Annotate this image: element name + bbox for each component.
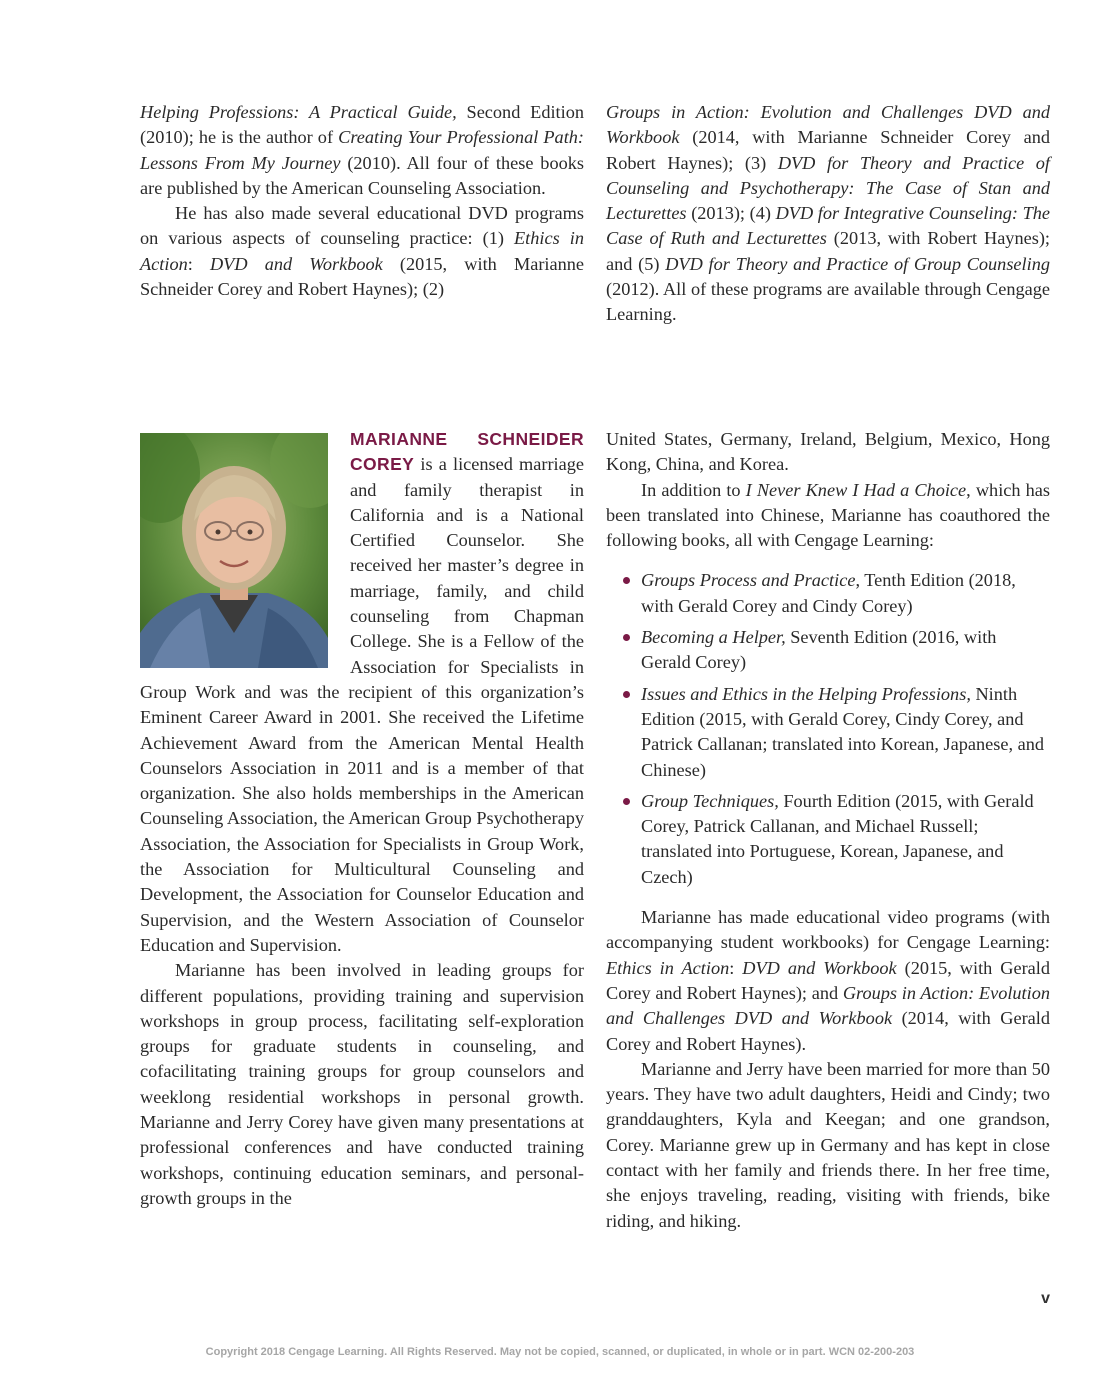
text-run: :	[187, 253, 210, 274]
italic-text: DVD for Theory and Practice of Counseling and Psychotherapy: The Case of Stan and Lecturettes	[606, 152, 1050, 224]
text-run: (2015, with Marianne Schneider Corey and Robert Haynes); (2)	[140, 253, 584, 300]
italic-text: Creating Your Professional Path: Lessons From My Journey	[140, 127, 585, 173]
book-list	[606, 568, 1050, 890]
text-run: Second Edition (2010); he is the author of	[140, 102, 584, 148]
author-photo	[140, 433, 328, 668]
text-run: Marianne and Jerry have been married for more than 50 years. They have two adult daughters, Heidi and Cindy; two granddaughters, Kyla and Keegan; and one grandson, Corey. Marianne grew up in Germany and has kept in close contact with her family and friends there. In her free time, she enjoys traveling, reading, visiting with friends, bike riding, and hiking.	[606, 1058, 1050, 1231]
italic-text: Ethics in Action	[140, 228, 584, 274]
paragraph	[606, 905, 1050, 1057]
paragraph	[606, 478, 1050, 554]
text-run: In addition to	[641, 479, 746, 500]
text-run: He has also made several educational DVD programs on various aspects of counseling practice: (1)	[140, 203, 584, 249]
text-run: (2015, with Gerald Corey and Robert Haynes); and	[606, 957, 1050, 1003]
book-list-item: Groups Process and Practice, Tenth Edition (2018, with Gerald Corey and Cindy Corey)	[606, 568, 1050, 619]
italic-text: DVD for Integrative Counseling: The Case of Ruth and Lecturettes	[606, 203, 1050, 249]
column-top-right	[606, 100, 1050, 328]
page-number: v	[1041, 1290, 1050, 1307]
book-list-item: Becoming a Helper, Seventh Edition (2016, with Gerald Corey)	[606, 625, 1050, 676]
book-list-item: Issues and Ethics in the Helping Professions, Ninth Edition (2015, with Gerald Corey, Cindy Corey, and Patrick Callanan; translated into Korean, Japanese, and Chinese)	[606, 682, 1050, 783]
column-top-left	[140, 100, 584, 302]
italic-text: Groups in Action: Evolution and Challenges DVD and Workbook	[606, 982, 1050, 1029]
text-run: (2013, with Robert Haynes); and (5)	[606, 228, 1050, 274]
text-run: (2013); (4)	[686, 203, 776, 224]
text-run: , which has been translated into Chinese, Marianne has coauthored the following books, all with Cengage Learning:	[606, 479, 1050, 551]
text-run: United States, Germany, Ireland, Belgium, Mexico, Hong Kong, China, and Korea.	[606, 429, 1050, 475]
paragraph: Marianne has been involved in leading groups for different populations, providing training and supervision workshops in group process, facilitating self-exploration groups for graduate students in counseling, and cofacilitating training groups for group counselors and weeklong residential workshops in personal growth. Marianne and Jerry Corey have given many presentations at professional conferences and have conducted training workshops, continuing education seminars, and personal-growth groups in the	[140, 960, 584, 1208]
italic-text: Groups in Action: Evolution and Challenges DVD and Workbook	[606, 102, 1050, 148]
italic-text: DVD for Theory and Practice of Group Counseling	[665, 253, 1050, 274]
italic-text: DVD and Workbook	[742, 957, 897, 978]
text-run: (2012). All of these programs are available through Cengage Learning.	[606, 279, 1050, 325]
paragraph	[140, 201, 584, 302]
text-run: (2010). All four of these books are published by the American Counseling Association.	[140, 152, 584, 198]
italic-text: DVD and Workbook	[209, 253, 383, 274]
column-bio-left	[140, 427, 584, 1211]
column-bio-right	[606, 427, 1050, 1234]
bio-text: is a licensed marriage and family therapist in California and is a National Certified Counselor. She received her master’s degree in marriage, family, and child counseling from Chapman College. She is a Fellow of the Association for Specialists in Group Work and was the recipient of this organization’s Eminent Career Award in 2001. She received the Lifetime Achievement Award from the American Mental Health Counselors Association in 2011 and is a member of that organization. She also holds memberships in the American Counseling Association, the American Group Psychotherapy Association, the Association for Specialists in Group Work, the Association for Multicultural Counseling and Development, the Association for Counselor Education and Supervision, and the Western Association of Counselor Education and Supervision.	[140, 454, 584, 955]
copyright-notice: Copyright 2018 Cengage Learning. All Rights Reserved. May not be copied, scanned, or duplicated, in whole or in part. WCN 02-200-203	[205, 1346, 915, 1358]
italic-text: I Never Knew I Had a Choice	[745, 479, 967, 500]
italic-text: Helping Professions: A Practical Guide,	[140, 102, 457, 122]
text-run: :	[729, 957, 743, 978]
italic-text: Ethics in Action	[606, 957, 730, 978]
paragraph	[140, 100, 584, 201]
paragraph	[606, 427, 1050, 478]
book-list-item: Group Techniques, Fourth Edition (2015, with Gerald Corey, Patrick Callanan, and Michael Russell; translated into Portuguese, Korean, Japanese, and Czech)	[606, 789, 1050, 890]
paragraph	[606, 1057, 1050, 1234]
text-run: (2014, with Marianne Schneider Corey and Robert Haynes); (3)	[606, 127, 1050, 173]
author-name: MARIANNE SCHNEIDER COREY	[350, 429, 584, 475]
text-run: Marianne has made educational video programs (with accompanying student workbooks) for Cengage Learning:	[606, 907, 1050, 953]
paragraph	[606, 100, 1050, 328]
text-run: (2014, with Gerald Corey and Robert Haynes).	[606, 1008, 1050, 1054]
